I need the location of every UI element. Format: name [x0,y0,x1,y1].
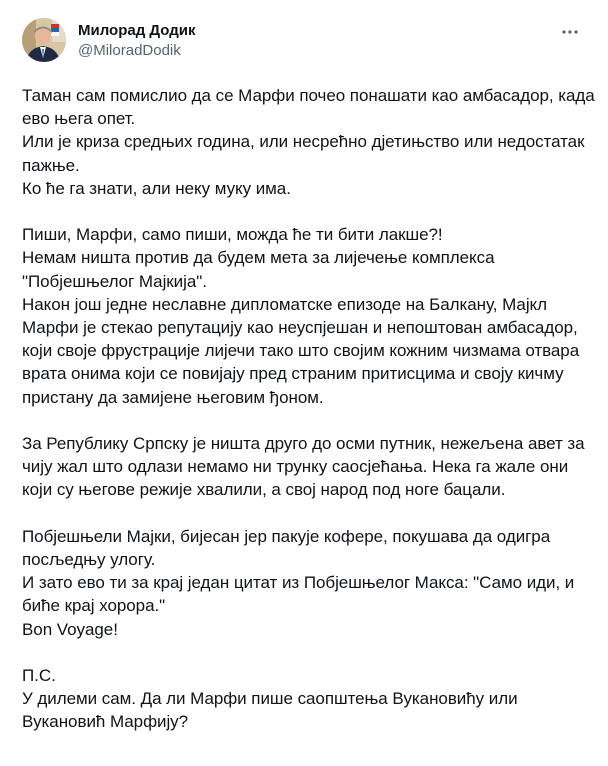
text-line: "Побјешњелог Мајкија". [22,271,207,291]
text-line: посљедњу улогу. [22,550,156,570]
avatar-image [22,18,66,62]
avatar[interactable] [22,18,66,62]
text-line: Побјешњели Мајки, бијесан јер пакује кофере, покушава да одигра [22,526,551,546]
text-line: Ко ће га знати, али неку муку има. [22,178,291,198]
text-line: Марфи је стекао репутацију као неуспјешан и непоштован амбасадор, [22,318,578,338]
text-line: Bon Voyage! [22,619,118,639]
author-username[interactable]: @MiloradDodik [78,42,181,59]
text-line: биће крај хорора." [22,596,166,616]
tweet-paragraph [22,525,588,641]
author-display-name[interactable]: Милорад Додик [78,22,196,39]
text-line: ево њега опет. [22,109,136,129]
text-line: Пиши, Марфи, само пиши, можда ће ти бити лакше?! [22,225,443,245]
author-block [78,21,196,61]
text-line: који су његове режије хвалили, а свој народ под ноге бацали. [22,480,506,500]
text-line: И зато ево ти за крај један цитат из Побјешњелог Макса: "Само иди, и [22,573,575,593]
text-line: који своје фрустрације лијечи тако што својим кожним чизмама отвара [22,341,580,361]
text-line: За Републику Српску је ништа друго до осми путник, нежељена авет за [22,434,585,454]
tweet-paragraph [22,664,588,734]
more-horizontal-icon [560,22,580,42]
tweet-paragraph [22,223,588,409]
text-line: чију жал што одлази немамо ни трунку саосјећања. Нека га жале они [22,457,569,477]
tweet-header [22,18,586,66]
text-line: П.С. [22,666,56,686]
tweet-text [22,84,595,734]
text-line: Таман сам помислио да се Марфи почео понашати као амбасадор, када [22,86,595,105]
text-line: У дилеми сам. Да ли Марфи пише саопштења Вукановићу или [22,689,518,709]
text-line: Или је криза средњих година, или несрећно дјетињство или недостатак [22,132,585,152]
tweet-paragraph [22,84,595,200]
text-line: врата онима који се повијају пред страним притисцима и своју кичму [22,364,564,384]
text-line: Након још једне неславне дипломатске епизоде на Балкану, Мајкл [22,294,547,314]
tweet-paragraph [22,432,588,502]
text-line: пажње. [22,155,80,175]
text-line: Вукановић Марфију? [22,712,189,732]
more-options-button[interactable] [554,20,586,44]
text-line: Немам ништа против да будем мета за лијечење комплекса [22,248,495,268]
text-line: пристану да замијене његовим ђоном. [22,387,324,407]
